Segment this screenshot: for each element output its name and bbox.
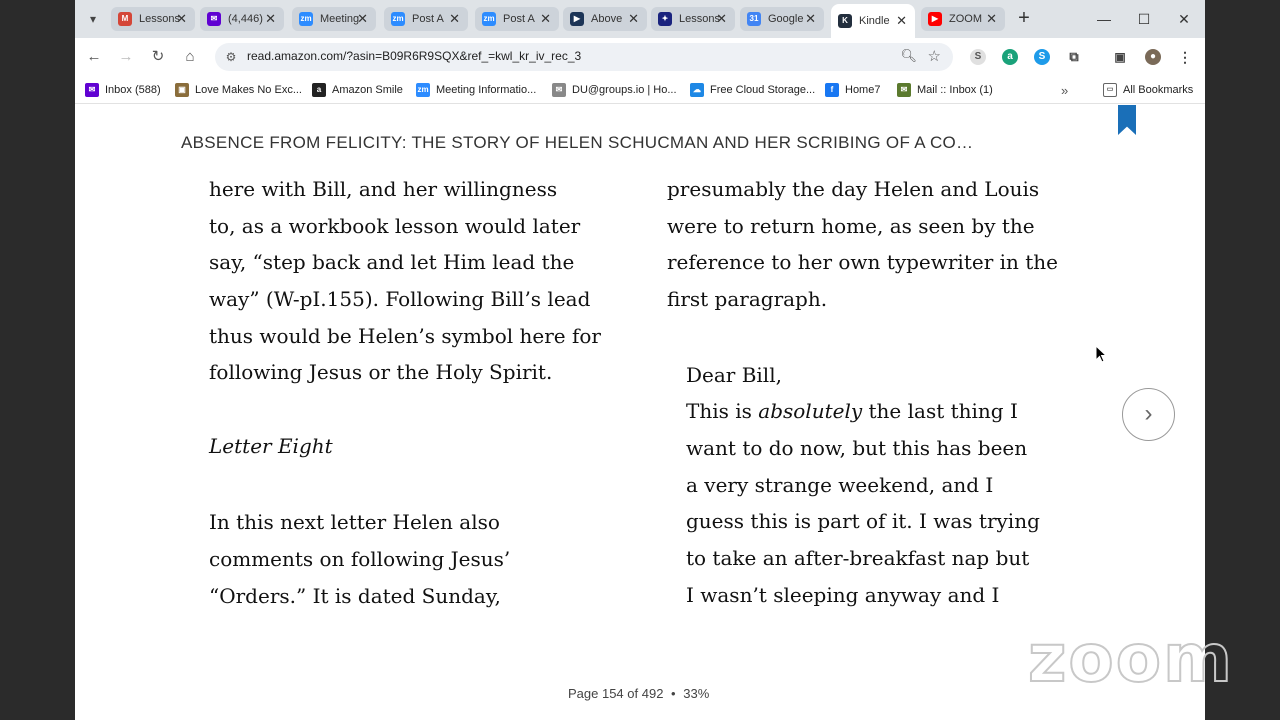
- tab-label: ZOOM: [949, 13, 982, 25]
- zoom-watermark: zoom: [1028, 620, 1234, 697]
- bookmark-item[interactable]: [897, 82, 993, 98]
- reading-progress: 33%: [683, 686, 710, 701]
- zoom-icon: zm: [299, 12, 313, 26]
- close-window-icon[interactable]: ✕: [1178, 11, 1190, 27]
- youtube-icon: ▶: [928, 12, 942, 26]
- site-info-icon[interactable]: ⚙: [225, 50, 237, 64]
- bookmark-item[interactable]: [825, 82, 880, 98]
- profile-avatar[interactable]: ●: [1145, 49, 1161, 65]
- bookmarks-overflow[interactable]: [1061, 82, 1068, 98]
- reload-button[interactable]: ↻: [151, 48, 165, 65]
- extension-a-icon[interactable]: a: [1002, 49, 1018, 65]
- text-line: presumably the day Helen and Louis: [667, 177, 1040, 201]
- gmail-icon: M: [118, 12, 132, 26]
- bookmark-favicon-icon: a: [312, 83, 326, 97]
- browser-tab[interactable]: [292, 7, 376, 31]
- text-line: to, as a workbook lesson would later: [209, 214, 581, 238]
- text-line: I wasn’t sleeping anyway and I: [686, 583, 1000, 607]
- zoom-icon[interactable]: 🔍︎: [900, 48, 917, 63]
- page-location: [568, 686, 709, 701]
- close-tab-icon[interactable]: ✕: [357, 11, 368, 26]
- bookmark-favicon-icon: f: [825, 83, 839, 97]
- zoom-icon: zm: [391, 12, 405, 26]
- extension-s-icon[interactable]: S: [970, 49, 986, 65]
- bookmark-item[interactable]: [552, 82, 677, 98]
- browser-tab[interactable]: [111, 7, 195, 31]
- tab-label: Lessons: [679, 13, 720, 25]
- text-line: [686, 399, 1018, 423]
- text-line: way” (W-pI.155). Following Bill’s lead: [209, 287, 591, 311]
- overflow-icon[interactable]: »: [1061, 82, 1069, 98]
- text-line: to take an after-breakfast nap but: [686, 546, 1030, 570]
- zoom-icon: zm: [482, 12, 496, 26]
- bookmark-item[interactable]: [416, 82, 536, 98]
- back-button[interactable]: ←: [86, 48, 102, 65]
- bookmark-item[interactable]: [85, 82, 161, 98]
- mouse-cursor-icon: [1095, 345, 1107, 363]
- all-bookmarks-button[interactable]: [1103, 82, 1193, 98]
- section-heading: Letter Eight: [209, 434, 333, 458]
- bookmark-label: Love Makes No Exc...: [195, 84, 302, 96]
- text-line: thus would be Helen’s symbol here for: [209, 324, 601, 348]
- yahoo-mail-icon: ✉: [207, 12, 221, 26]
- book-title: ABSENCE FROM FELICITY: THE STORY OF HELEN SCHUCMAN AND HER SCRIBING OF A CO…: [181, 133, 974, 152]
- browser-tab[interactable]: [651, 7, 735, 31]
- bookmark-label: Amazon Smile: [332, 84, 403, 96]
- left-column: [209, 177, 629, 637]
- minimize-icon[interactable]: —: [1097, 11, 1111, 27]
- text-line: want to do now, but this has been: [686, 436, 1028, 460]
- browser-tab[interactable]: [563, 7, 647, 31]
- bookmark-item[interactable]: [175, 82, 302, 98]
- bookmark-favicon-icon: ▣: [175, 83, 189, 97]
- bookmark-item[interactable]: [312, 82, 403, 98]
- tab-label: (4,446): [228, 13, 263, 25]
- close-tab-icon[interactable]: ✕: [896, 13, 907, 28]
- url-text[interactable]: read.amazon.com/?asin=B09R6R9SQX&ref_=kwl_kr_iv_rec_3: [247, 49, 582, 63]
- site-icon: ✦: [658, 12, 672, 26]
- bookmark-label: Inbox (588): [105, 84, 161, 96]
- text-line: say, “step back and let Him lead the: [209, 250, 575, 274]
- all-bookmarks-label: All Bookmarks: [1123, 84, 1194, 96]
- bookmark-favicon-icon: ✉: [552, 83, 566, 97]
- browser-tab[interactable]: [200, 7, 284, 31]
- home-button[interactable]: ⌂: [185, 48, 195, 65]
- bookmarks-bar: [75, 76, 1205, 104]
- text-line: first paragraph.: [667, 287, 828, 311]
- browser-window: [75, 0, 1205, 720]
- text-line: were to return home, as seen by the: [667, 214, 1035, 238]
- extensions-puzzle-icon[interactable]: ⧉: [1066, 49, 1082, 65]
- bookmark-label: Home7: [845, 84, 881, 96]
- folder-icon: ▭: [1103, 83, 1117, 97]
- close-tab-icon[interactable]: ✕: [805, 11, 816, 26]
- tab-label: Lessons: [139, 13, 180, 25]
- new-tab-button[interactable]: +: [1018, 7, 1030, 29]
- close-tab-icon[interactable]: ✕: [176, 11, 187, 26]
- bookmark-label: Mail :: Inbox (1): [917, 84, 993, 96]
- bookmark-favicon-icon: ☁: [690, 83, 704, 97]
- bookmark-favicon-icon: ✉: [897, 83, 911, 97]
- close-tab-icon[interactable]: ✕: [628, 11, 639, 26]
- tab-label: Kindle: [859, 15, 890, 27]
- google-calendar-icon: 31: [747, 12, 761, 26]
- text-line: following Jesus or the Holy Spirit.: [209, 360, 553, 384]
- address-bar[interactable]: [215, 43, 953, 71]
- menu-kebab-icon[interactable]: ⋮: [1178, 49, 1192, 65]
- tab-search-icon[interactable]: ▾: [89, 12, 97, 26]
- browser-tab[interactable]: [384, 7, 468, 31]
- browser-tab[interactable]: [921, 7, 1005, 31]
- text-line: guess this is part of it. I was trying: [686, 509, 1040, 533]
- tab-strip: [75, 0, 1205, 38]
- emphasis-text: absolutely: [758, 399, 863, 423]
- bookmark-favicon-icon: ✉: [85, 83, 99, 97]
- tab-label: Meeting: [320, 13, 360, 25]
- forward-button[interactable]: →: [118, 48, 134, 65]
- text-line: comments on following Jesus’: [209, 547, 511, 571]
- text-span: the last thing I: [862, 399, 1018, 423]
- tab-label: Google: [768, 13, 804, 25]
- browser-tab[interactable]: [831, 4, 915, 38]
- maximize-icon[interactable]: ☐: [1137, 11, 1151, 27]
- bookmark-star-icon[interactable]: ☆: [927, 48, 941, 65]
- browser-toolbar: [75, 38, 1205, 76]
- text-line: reference to her own typewriter in the: [667, 250, 1059, 274]
- bookmark-label: DU@groups.io | Ho...: [572, 84, 677, 96]
- text-line: a very strange weekend, and I: [686, 473, 994, 497]
- text-line: In this next letter Helen also: [209, 510, 500, 534]
- kindle-icon: K: [838, 14, 852, 28]
- browser-tab[interactable]: [740, 7, 824, 31]
- text-line: here with Bill, and her willingness: [209, 177, 558, 201]
- close-tab-icon[interactable]: ✕: [449, 11, 460, 26]
- close-tab-icon[interactable]: ✕: [986, 11, 997, 26]
- close-tab-icon[interactable]: ✕: [540, 11, 551, 26]
- close-tab-icon[interactable]: ✕: [265, 11, 276, 26]
- video-icon: ▶: [570, 12, 584, 26]
- text-line: “Orders.” It is dated Sunday,: [209, 584, 501, 608]
- skype-icon[interactable]: S: [1034, 49, 1050, 65]
- separator-dot: •: [671, 686, 676, 701]
- letter-salutation: Dear Bill,: [686, 363, 782, 387]
- tab-label: Post A: [412, 13, 444, 25]
- bookmark-favicon-icon: zm: [416, 83, 430, 97]
- next-page-button[interactable]: [1122, 388, 1175, 441]
- browser-tab[interactable]: [475, 7, 559, 31]
- text-span: This is: [686, 399, 759, 423]
- close-tab-icon[interactable]: ✕: [716, 11, 727, 26]
- chevron-right-icon: ›: [1144, 400, 1153, 427]
- tab-label: Post A: [503, 13, 535, 25]
- bookmark-label: Meeting Informatio...: [436, 84, 537, 96]
- bookmark-item[interactable]: [690, 82, 815, 98]
- right-column: [667, 177, 1097, 637]
- page-number: Page 154 of 492: [568, 686, 664, 701]
- side-panel-icon[interactable]: ▣: [1112, 49, 1128, 65]
- bookmark-ribbon-icon[interactable]: [1118, 105, 1136, 135]
- bookmark-label: Free Cloud Storage...: [710, 84, 816, 96]
- tab-label: Above: [591, 13, 623, 25]
